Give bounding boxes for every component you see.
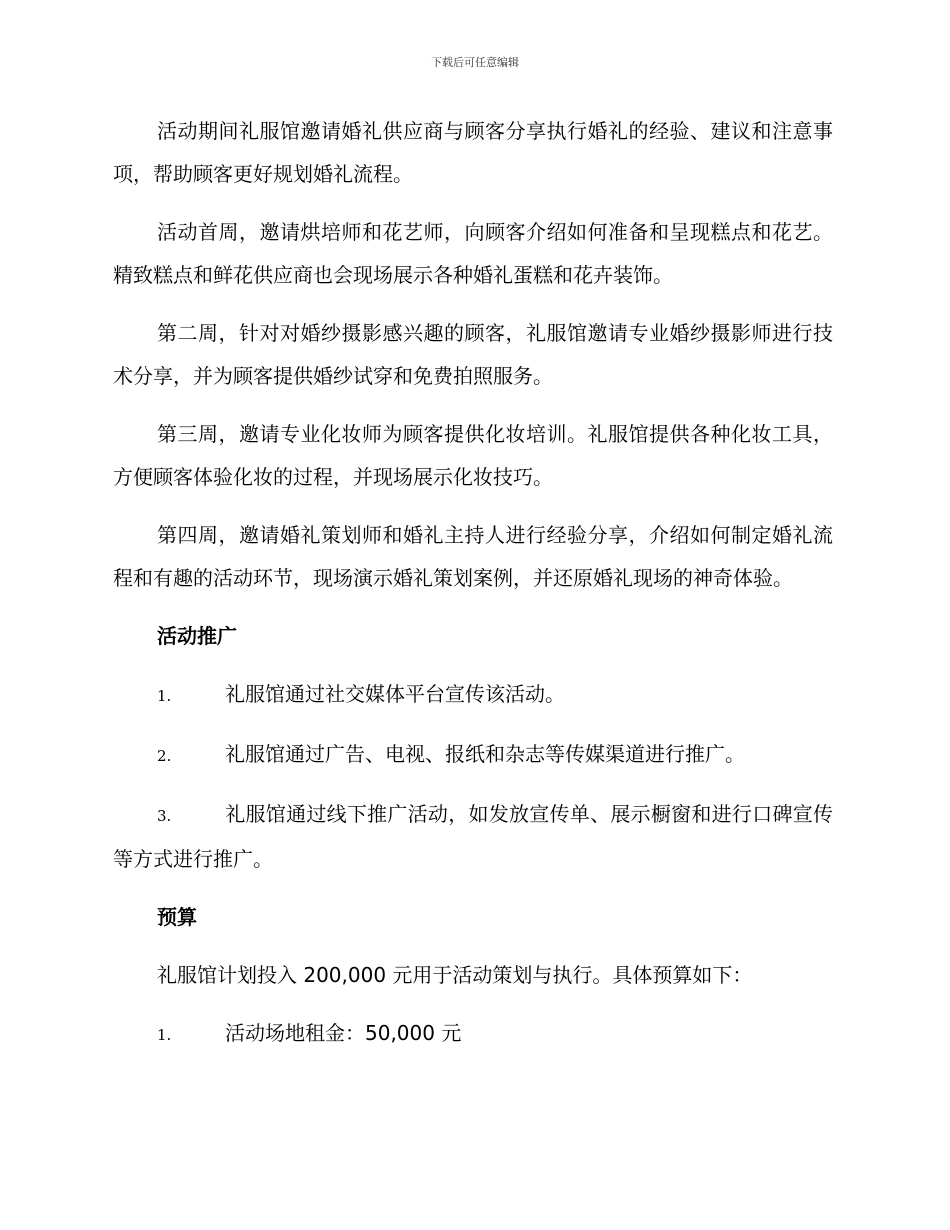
paragraph-week-3: 第三周，邀请专业化妆师为顾客提供化妆培训。礼服馆提供各种化妆工具，方便顾客体验化妆的过程，并现场展示化妆技巧。 (113, 422, 833, 489)
list-item-text: 活动场地租金：50,000 元 (225, 1021, 462, 1045)
document-body (113, 110, 833, 1072)
list-number: 1. (157, 1026, 172, 1044)
list-item-text: 礼服馆通过社交媒体平台宣传该活动。 (225, 682, 565, 706)
list-number: 1. (157, 687, 172, 705)
list-item-text: 礼服馆通过线下推广活动，如发放宣传单、展示橱窗和进行口碑宣传等方式进行推广。 (113, 802, 833, 871)
list-item-text: 礼服馆通过广告、电视、报纸和杂志等传媒渠道进行推广。 (225, 742, 745, 766)
budget-intro: 礼服馆计划投入 200,000 元用于活动策划与执行。具体预算如下： (157, 963, 753, 987)
paragraph-intro: 活动期间礼服馆邀请婚礼供应商与顾客分享执行婚礼的经验、建议和注意事项，帮助顾客更好规划婚礼流程。 (113, 119, 833, 186)
promotion-item (113, 673, 833, 718)
promotion-heading: 活动推广 (157, 624, 237, 648)
paragraph-week-1: 活动首周，邀请烘培师和花艺师，向顾客介绍如何准备和呈现糕点和花艺。精致糕点和鲜花供应商也会现场展示各种婚礼蛋糕和花卉装饰。 (113, 220, 833, 287)
paragraph-week-4: 第四周，邀请婚礼策划师和婚礼主持人进行经验分享，介绍如何制定婚礼流程和有趣的活动环节，现场演示婚礼策划案例，并还原婚礼现场的神奇体验。 (113, 523, 833, 590)
promotion-item (113, 733, 833, 778)
list-number: 3. (157, 807, 172, 825)
promotion-item (113, 793, 833, 881)
paragraph-week-2: 第二周，针对对婚纱摄影感兴趣的顾客，礼服馆邀请专业婚纱摄影师进行技术分享，并为顾客提供婚纱试穿和免费拍照服务。 (113, 321, 833, 388)
budget-heading: 预算 (157, 905, 197, 929)
header-note: 下载后可任意编辑 (431, 56, 519, 69)
budget-item (113, 1012, 833, 1057)
list-number: 2. (157, 747, 172, 765)
